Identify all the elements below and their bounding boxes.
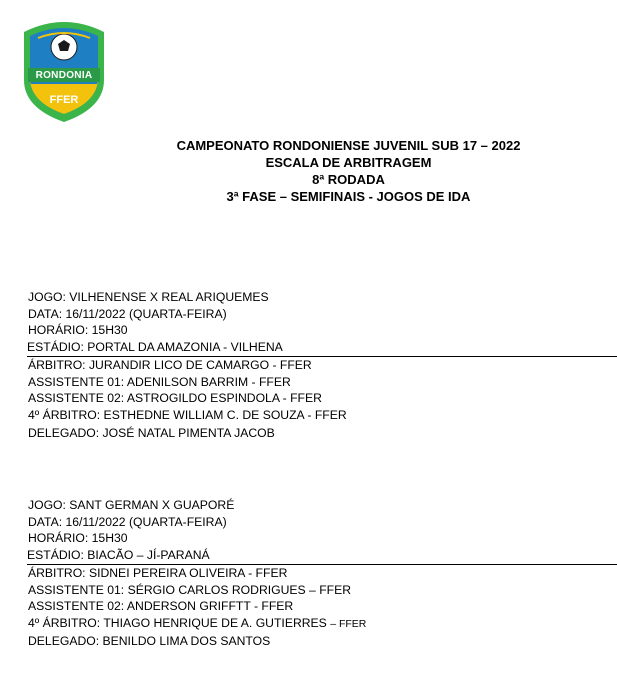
game-time: HORÁRIO: 15H30 — [28, 531, 128, 546]
game-referee: ÁRBITRO: JURANDIR LICO DE CAMARGO - FFER — [28, 357, 312, 372]
schedule-title: ESCALA DE ARBITRAGEM — [265, 155, 432, 170]
fourth-referee-suffix: – FFER — [330, 617, 367, 630]
fourth-referee-name: 4º ÁRBITRO: THIAGO HENRIQUE DE A. GUTIERRES — [28, 615, 331, 630]
game-assistant-1: ASSISTENTE 01: ADENILSON BARRIM - FFER — [28, 374, 291, 389]
phase-title: 3ª FASE – SEMIFINAIS - JOGOS DE IDA — [226, 189, 471, 204]
game-time: HORÁRIO: 15H30 — [28, 323, 128, 338]
logo-acronym: FFER — [49, 94, 79, 106]
game-assistant-1: ASSISTENTE 01: SÉRGIO CARLOS RODRIGUES – FFER — [28, 582, 352, 597]
game-match: JOGO: SANT GERMAN X GUAPORÉ — [28, 498, 235, 512]
game-assistant-2: ASSISTENTE 02: ANDERSON GRIFFTT - FFER — [28, 599, 294, 614]
game-fourth-referee — [28, 615, 617, 633]
game-block-2 — [28, 497, 617, 649]
fourth-referee-name: 4º ÁRBITRO: ESTHEDNE WILLIAM C. DE SOUZA - FFER — [28, 407, 347, 422]
championship-title: CAMPEONATO RONDONIENSE JUVENIL SUB 17 – 2022 — [176, 138, 521, 153]
game-fourth-referee — [28, 407, 617, 425]
logo-name: RONDONIA — [35, 70, 93, 81]
round-title: 8ª RODADA — [312, 172, 385, 187]
game-delegate: DELEGADO: BENILDO LIMA DOS SANTOS — [28, 633, 271, 648]
game-delegate: DELEGADO: JOSÉ NATAL PIMENTA JACOB — [28, 425, 275, 440]
game-stadium: ESTÁDIO: BIACÃO – JÍ-PARANÁ — [27, 547, 617, 565]
game-referee: ÁRBITRO: SIDNEI PEREIRA OLIVEIRA - FFER — [28, 565, 288, 580]
game-date: DATA: 16/11/2022 (QUARTA-FEIRA) — [28, 514, 227, 529]
game-block-1 — [28, 289, 617, 441]
document-header — [0, 137, 617, 205]
game-date: DATA: 16/11/2022 (QUARTA-FEIRA) — [28, 306, 227, 321]
ffer-logo — [20, 18, 108, 124]
game-assistant-2: ASSISTENTE 02: ASTROGILDO ESPINDOLA - FFER — [28, 391, 322, 406]
game-stadium: ESTÁDIO: PORTAL DA AMAZONIA - VILHENA — [27, 339, 617, 357]
game-match: JOGO: VILHENENSE X REAL ARIQUEMES — [28, 290, 269, 304]
